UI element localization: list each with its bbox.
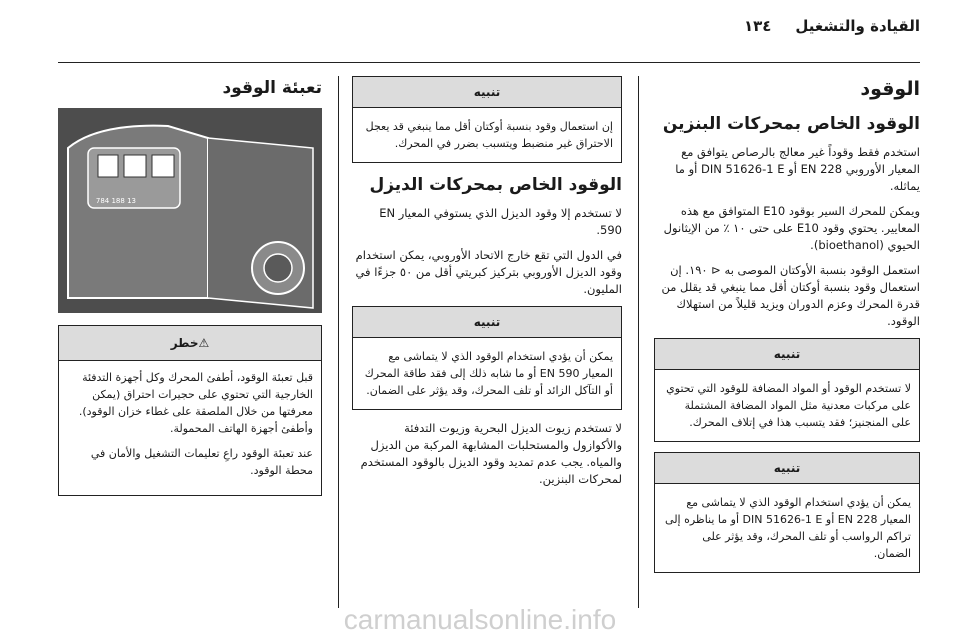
left-column [58,76,322,506]
notice-text: يمكن أن يؤدي استخدام الوقود الذي لا يتماشى مع المعيار EN 590 أو ما شابه ذلك إلى فقد طاقة المحرك أو التآكل الزائد أو تلف المحرك، وقد يؤثر على الضمان. [364,350,613,397]
page-number: ١٣٤ [743,17,772,35]
notice-box [352,76,622,163]
figure-id-label: 13 188 784 [95,197,136,205]
fuel-filler-flap-illustration [58,108,322,313]
column-divider [338,76,339,608]
paragraph: استعمل الوقود بنسبة الأوكتان الموصى به ⊲ ١٩٠. إن استعمال وقود بنسبة أوكتان أقل مما ينبغي قد يقلل من قدرة المحرك وعزم الدوران ويزيد قليلاً من استهلاك الوقود. [661,263,920,328]
paragraph: لا تستخدم إلا وقود الديزل الذي يستوفي المعيار EN 590. [379,206,622,237]
notice-label: تنبيه [655,339,919,370]
column-divider [638,76,639,608]
warning-text: عند تعبئة الوقود راعِ تعليمات التشغيل والأمان في محطة الوقود. [90,447,313,477]
notice-label: تنبيه [353,307,621,338]
notice-text: إن استعمال وقود بنسبة أوكتان أقل مما ينبغي قد يعجل الاحتراق غير منضبط ويتسبب بضرر في المحرك. [365,120,613,150]
header-rule [58,62,920,63]
middle-column [352,76,622,496]
danger-warning-box [58,325,322,496]
notice-label: تنبيه [353,77,621,108]
paragraph: استخدم فقط وقوداً غير معالج بالرصاص يتوافق مع المعيار الأوروبي EN 228 أو DIN 51626-1 E أو ما يماثله. [675,145,920,193]
section-title-petrol-fuel: الوقود الخاص بمحركات البنزين [662,114,920,134]
fuel-flap-drawing [58,108,322,313]
notice-box [654,338,920,442]
section-title-refuelling: تعبئة الوقود [222,78,322,98]
warning-label: ⚠خطر [59,326,321,361]
notice-text: لا تستخدم الوقود أو المواد المضافة للوقود التي تحتوي على مركبات معدنية مثل المواد المضافة المشتملة على المنجنيز؛ فقد يتسبب هذا في إتلاف المحرك. [666,382,911,429]
paragraph: في الدول التي تقع خارج الاتحاد الأوروبي، يمكن استخدام وقود الديزل الأوروبي بتركيز كبريتي أقل من ٥٠ جزءًا في المليون. [355,248,622,296]
notice-box [352,306,622,410]
warning-text: قبل تعبئة الوقود، أطفئ المحرك وكل أجهزة التدفئة الخارجية التي تحتوي على حجيرات احتراق (يمكن معرفتها من خلال الملصقة على غطاء خزان الوقود). وأطفئ أجهزة الهاتف المحمولة. [78,371,313,435]
section-title-fuel: الوقود [860,78,920,100]
notice-text: يمكن أن يؤدي استخدام الوقود الذي لا يتماشى مع المعيار EN 228 أو DIN 51626-1 E أو ما يناظره إلى تراكم الرواسب أو تلف المحرك، وقد يؤثر على الضمان. [665,496,911,560]
watermark: carmanualsonline.info [343,604,617,635]
paragraph: ويمكن للمحرك السير بوقود E10 المتوافق مع هذه المعايير. يحتوي وقود E10 على حتى ١٠ ٪ من الإيثانول الحيوي (bioethanol). [663,204,920,252]
right-column [654,76,920,583]
section-title-diesel-fuel: الوقود الخاص بمحركات الديزل [369,175,622,195]
notice-label: تنبيه [655,453,919,484]
paragraph: لا تستخدم زيوت الديزل البحرية وزيوت التدفئة والأكوازول والمستحلبات المشابهة المركبة من الديزل والمياه. يجب عدم تمديد وقود الديزل بالوقود المستخدم لمحركات البنزين. [360,421,622,486]
notice-box [654,452,920,573]
page-title: القيادة والتشغيل [795,17,920,35]
page-header [40,8,920,44]
